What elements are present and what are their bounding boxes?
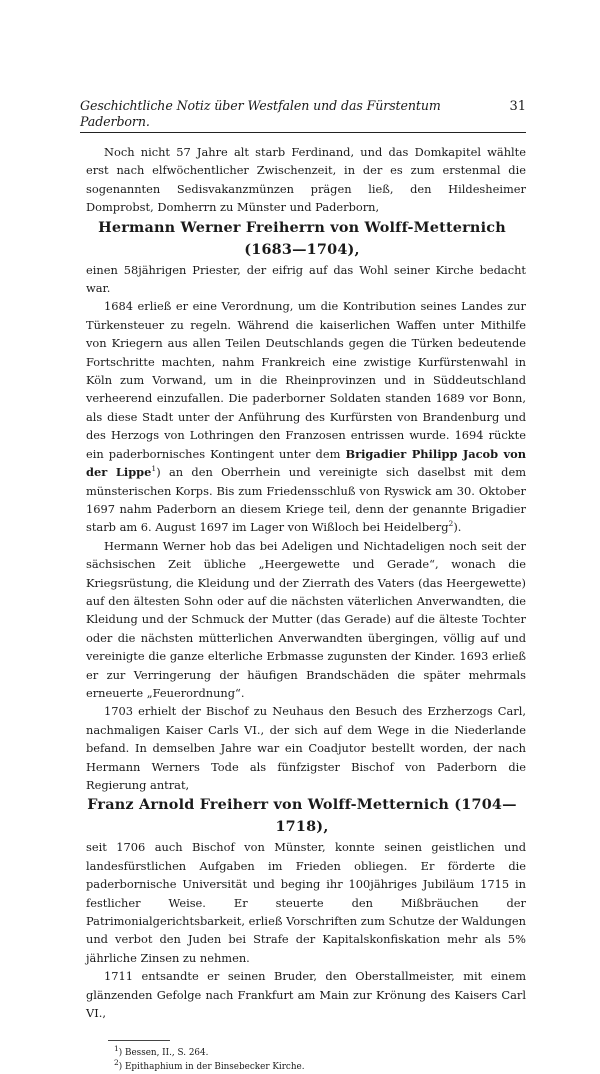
paragraph-3-part-c: ). [453,520,462,535]
footnote-ref-2: 2 [448,519,454,529]
footnote-1 [86,1044,526,1061]
footnote-1-mark: 1 [114,1044,119,1054]
footnote-rule [108,1040,170,1041]
paragraph-3-part-a: 1684 erließ er eine Verordnung, um die Kontribution seines Landes zur Türkensteuer zu regeln. Während die kaiserlichen Waffen unter Mithilfe von Kriegern aus allen Teilen Deutschlands gegen die Türken bedeutende Fortschritte machten, nahm Frankreich eine zwistige Kurfürstenwahl in Köln zum Vorwand, um in die Rheinprovinzen und in Süddeutschland verheerend einzufallen. Die paderborner Soldaten standen 1689 vor Bonn, als diese Stadt unter der Anführung des Kurfürsten von Brandenburg und des Herzogs von Lothringen den Franzosen entrissen wurde. 1694 rückte ein paderbornisches Kontingent unter dem [86,299,526,461]
body-text [86,143,526,1022]
footnote-2-text: ) Epithaphium in der Binsebecker Kirche. [118,1061,305,1072]
heading-franz-arnold: Franz Arnold Freiherr von Wolff-Metternich (1704—1718), [87,796,517,836]
footnote-2-mark: 2 [114,1058,119,1068]
paragraph-4: Hermann Werner hob das bei Adeligen und Nichtadeligen noch seit der sächsischen Zeit übliche „Heergewette und Gerade“, wonach die Kriegsrüstung, die Kleidung und der Zierrath des Vaters (das Heergewette) auf den ältesten Sohn oder auf die nächsten väterlichen Anverwandten, die Kleidung und der Schmuck der Mutter (das Gerade) auf die älteste Tochter oder die nächsten mütterlichen Anverwandten übergingen, völlig auf und vereinigte die ganze elterliche Erbmasse zugunsten der Kinder. 1693 erließ er zur Verringerung der häufigen Brandschäden die später mehrmals erneuerte „Feuerordnung“. [86,538,526,700]
paragraph-3-part-b: an den Oberrhein und vereinigte sich daselbst mit dem münsterischen Korps. Bis zum Friedensschluß von Ryswick am 30. Oktober 1697 nahm Paderborn an diesem Kriege teil, denn der genannte Brigadier starb am 6. August 1697 im Lager von Wißloch bei Heidelberg [86,465,527,535]
footnote-1-text: ) Bessen, II., S. 264. [118,1048,209,1059]
paragraph-7: 1711 entsandte er seinen Bruder, den Oberstallmeister, mit einem glänzenden Gefolge nach Frankfurt am Main zur Krönung des Kaisers Carl VI., [86,969,526,1021]
paragraph-5: 1703 erhielt der Bischof zu Neuhaus den Besuch des Erzherzogs Carl, nachmaligen Kaiser Carls VI., der sich auf dem Wege in die Niederlande befand. In demselben Jahre war ein Coadjutor bestellt worden, der nach Hermann Werners Tode als fünfzigster Bischof von Paderborn die Regierung antrat, [86,704,526,792]
book-page [80,98,527,1074]
paragraph-6: seit 1706 auch Bischof von Münster, konnte seinen geistlichen und landesfürstlichen Aufgaben im Frieden obliegen. Er förderte die paderbornische Universität und beging ihr 100jähriges Jubiläum 1715 in festlicher Weise. Er steuerte den Mißbräuchen der Patrimonialgerichtsbarkeit, erließ Vorschriften zum Schutze der Waldungen und verbot den Juden bei Strafe der Kapitalskonfiskation mehr als 5% jährliche Zinsen zu nehmen. [86,840,526,965]
running-head-title: Geschichtliche Notiz über Westfalen und das Fürstentum Paderborn. [80,98,441,129]
paragraph-1: Noch nicht 57 Jahre alt starb Ferdinand, und das Domkapitel wählte erst nach elfwöchentlicher Zwischenzeit, in der es zum erstenmal die sogenannten Sedisvakanzmünzen prägen ließ, den Hildesheimer Domprobst, Domherrn zu Münster und Paderborn, [86,145,526,215]
paragraph-3: 1684 erließ er eine Verordnung, um die Kontribution seines Landes zur Türkensteuer zu regeln. Während die kaiserlichen Waffen unter Mithilfe von Kriegern aus allen Teilen Deutschlands gegen die Türken bedeutende Fortschritte machten, nahm Frankreich eine zwistige Kurfürstenwahl in Köln zum Vorwand, um in die Rheinprovinzen und in Süddeutschland verheerend einzufallen. Die paderborner Soldaten standen 1689 vor Bonn, als diese Stadt unter der Anführung des Kurfürsten von Brandenburg und des Herzogs von Lothringen den Franzosen entrissen wurde. 1694 rückte ein paderbornisches Kontingent unter dem Brigadier Philipp Jacob von der Lippe$^1$) an den Oberrhein und vereinigte sich daselbst mit dem münsterischen Korps. Bis zum Friedensschluß von Ryswick am 30. Oktober 1697 nahm Paderborn an diesem Kriege teil, denn der genannte Brigadier starb am 6. August 1697 im Lager von Wißloch bei Heidelberg$^2$). [86,299,527,535]
page-number: 31 [509,99,526,114]
heading-hermann-werner: Hermann Werner Freiherrn von Wolff-Metternich (1683—1704), [98,218,506,258]
footnote-2 [86,1058,526,1074]
paragraph-2: einen 58jährigen Priester, der eifrig auf das Wohl seiner Kirche bedacht war. [86,262,526,296]
brigadier-name: Brigadier Philipp Jacob von der Lippe [86,446,527,480]
running-head [80,98,526,133]
footnote-ref-1: 1 [151,464,157,474]
